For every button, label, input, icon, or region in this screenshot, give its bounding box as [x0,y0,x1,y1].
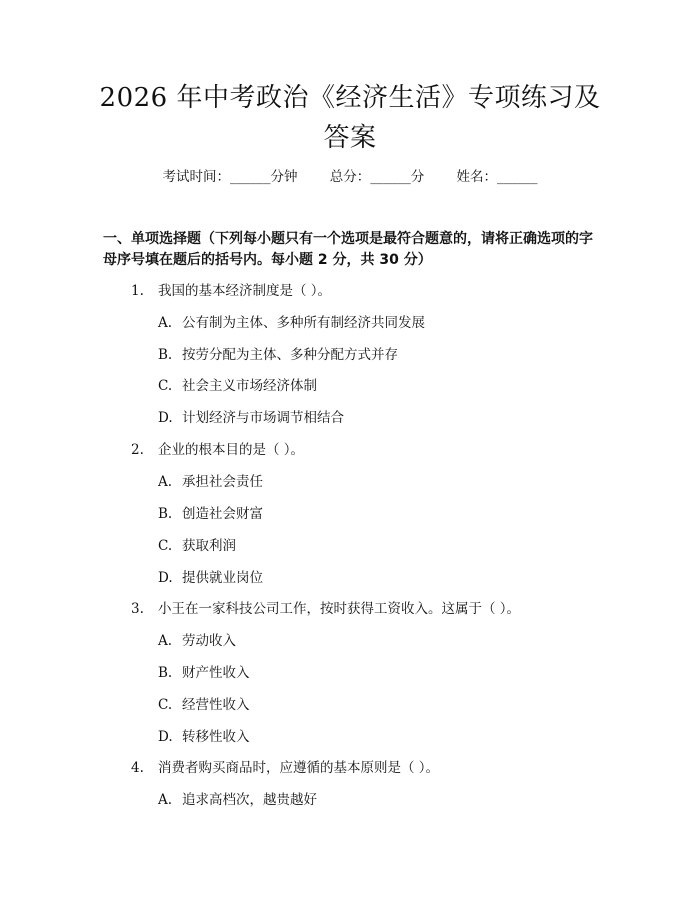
option-letter: C. [158,538,173,554]
option-text: 按劳分配为主体、多种分配方式并存 [182,347,398,363]
exam-name [457,169,538,185]
option-letter: A. [158,315,173,331]
question-1-stem [131,281,331,301]
page-title: 2026 年中考政治《经济生活》专项练习及答案 [99,83,601,153]
question-2-option-d [158,568,263,588]
question-1-option-c [158,376,317,396]
exam-name-blank: ______ [497,169,538,185]
question-1-option-b [158,345,398,365]
option-letter: B. [158,506,173,522]
question-2-option-a [158,472,263,492]
question-3-stem [131,599,520,619]
option-letter: A. [158,633,173,649]
option-text: 社会主义市场经济体制 [182,378,317,394]
question-3-option-a [158,631,236,651]
option-letter: D. [158,410,173,426]
section-heading: 一、单项选择题（下列每小题只有一个选项是最符合题意的，请将正确选项的字母序号填在题后的括号内。每小题 2 分，共 30 分） [103,231,593,268]
option-letter: C. [158,697,173,713]
exam-time-unit: 分钟 [270,169,298,185]
question-3-option-d [158,727,250,747]
question-2-option-c [158,536,236,556]
question-number: 4. [131,760,144,776]
option-letter: C. [158,378,173,394]
option-text: 获取利润 [182,538,236,554]
option-text: 提供就业岗位 [182,570,263,586]
exam-score [330,169,425,185]
question-text: 消费者购买商品时，应遵循的基本原则是（ ）。 [158,760,440,776]
option-letter: B. [158,665,173,681]
exam-time [162,169,297,185]
exam-name-label: 姓名： [456,169,498,185]
option-letter: A. [158,474,173,490]
option-text: 承担社会责任 [182,474,263,490]
question-text: 小王在一家科技公司工作，按时获得工资收入。这属于（ ）。 [158,601,521,617]
option-text: 公有制为主体、多种所有制经济共同发展 [182,315,425,331]
option-text: 计划经济与市场调节相结合 [182,410,344,426]
option-letter: D. [158,570,173,586]
exam-time-label: 考试时间： [162,169,230,185]
option-text: 追求高档次，越贵越好 [182,792,317,808]
exam-time-blank: ______ [229,169,271,185]
question-3-option-c [158,695,250,715]
question-number: 2. [131,442,144,458]
question-text: 我国的基本经济制度是（ ）。 [158,283,332,299]
option-letter: A. [158,792,173,808]
option-letter: B. [158,347,173,363]
question-1-option-d [158,408,344,428]
option-text: 转移性收入 [182,729,250,745]
question-2-option-b [158,504,263,524]
question-number: 3. [131,601,144,617]
question-1-option-a [158,313,425,333]
option-letter: D. [158,729,173,745]
exam-info-line [0,167,700,187]
question-number: 1. [131,283,144,299]
question-3-option-b [158,663,250,683]
option-text: 创造社会财富 [182,506,263,522]
exam-score-blank: ______ [370,169,411,185]
question-4-stem [131,758,439,778]
question-2-stem [131,440,304,460]
question-text: 企业的根本目的是（ ）。 [158,442,305,458]
option-text: 劳动收入 [182,633,236,649]
option-text: 经营性收入 [182,697,250,713]
exam-score-unit: 分 [410,169,425,185]
exam-score-label: 总分： [329,169,371,185]
option-text: 财产性收入 [182,665,250,681]
question-4-option-a [158,790,317,810]
